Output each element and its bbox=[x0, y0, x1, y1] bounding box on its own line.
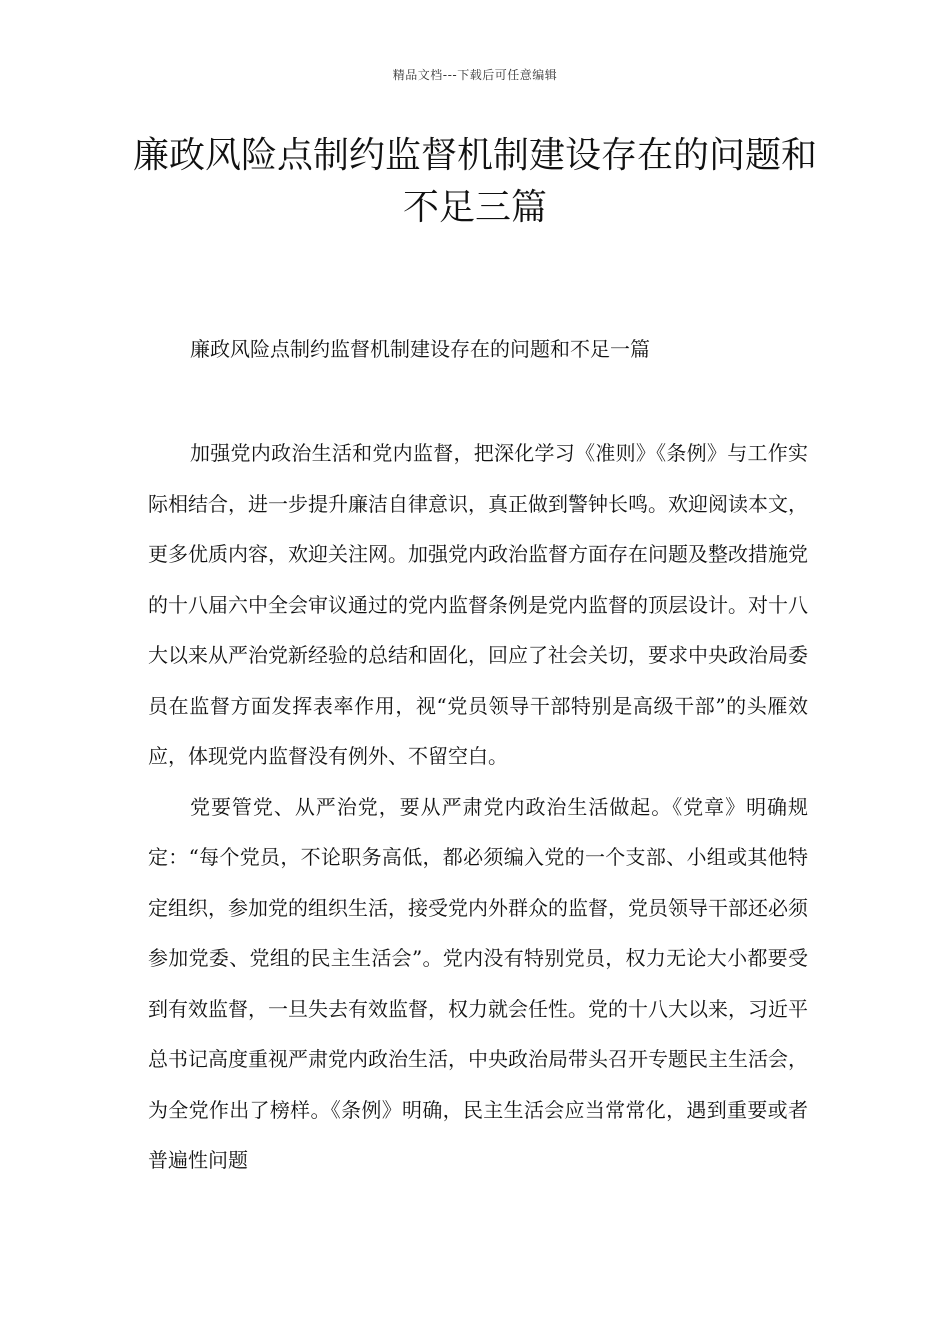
body-text bbox=[148, 428, 808, 1186]
paragraph: 加强党内政治生活和党内监督，把深化学习《准则》《条例》与工作实际相结合，进一步提升廉洁自律意识，真正做到警钟长鸣。欢迎阅读本文，更多优质内容，欢迎关注网。加强党内政治监督方面存在问题及整改措施党的十八届六中全会审议通过的党内监督条例是党内监督的顶层设计。对十八大以来从严治党新经验的总结和固化，回应了社会关切，要求中央政治局委员在监督方面发挥表率作用，视“党员领导干部特别是高级干部”的头雁效应，体现党内监督没有例外、不留空白。 bbox=[148, 441, 808, 768]
section-subtitle: 廉政风险点制约监督机制建设存在的问题和不足一篇 bbox=[190, 337, 650, 361]
paragraph: 党要管党、从严治党，要从严肃党内政治生活做起。《党章》明确规定：“每个党员，不论职务高低，都必须编入党的一个支部、小组或其他特定组织，参加党的组织生活，接受党内外群众的监督，党员领导干部还必须参加党委、党组的民主生活会”。党内没有特别党员，权力无论大小都要受到有效监督，一旦失去有效监督，权力就会任性。党的十八大以来，习近平总书记高度重视严肃党内政治生活，中央政治局带头召开专题民主生活会，为全党作出了榜样。《条例》明确，民主生活会应当常常化，遇到重要或者普遍性问题 bbox=[148, 794, 808, 1172]
document-title: 廉政风险点制约监督机制建设存在的问题和不足三篇 bbox=[132, 135, 817, 228]
header-note: 精品文档---下载后可任意编辑 bbox=[392, 68, 558, 82]
